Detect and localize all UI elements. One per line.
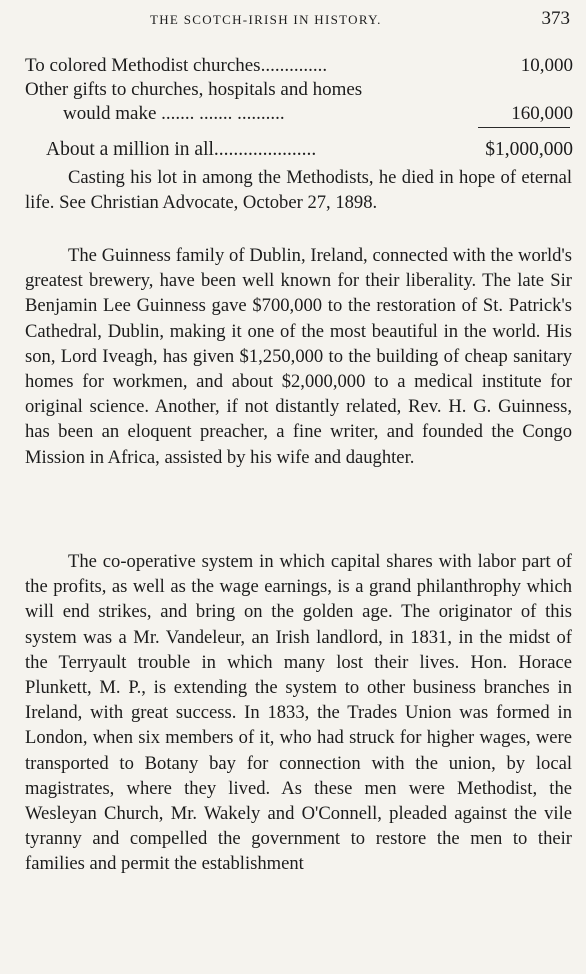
- ledger-label: To colored Methodist churches..............: [25, 55, 328, 76]
- total-label: About a million in all.....................: [46, 139, 317, 160]
- ledger-row: [25, 78, 573, 102]
- running-head: THE SCOTCH-IRISH IN HISTORY.: [150, 12, 382, 27]
- page-number: 373: [541, 8, 570, 29]
- ledger-total: [46, 137, 573, 163]
- ledger-amount: 160,000: [511, 103, 573, 124]
- ledger-row: [25, 102, 573, 126]
- paragraph: The co-operative system in which capital shares with labor part of the profits, as well as the wage earnings, is a grand philanthrophy which will end strikes, and bring on the golden age. The originator of this system was a Mr. Vandeleur, an Irish landlord, in 1831, in the midst of the Terryault trouble in which many lost their lives. Hon. Horace Plunkett, M. P., is extending the system to other business branches in Ireland, with great success. In 1833, the Trades Union was formed in London, when six members of it, who had struck for higher wages, were transported to Botany bay for connection with the union, by local magistrates, where they lived. As these men were Methodist, the Wesleyan Church, Mr. Wakely and O'Connell, pleaded against the vile tyranny and compelled the government to restore the men to their families and permit the establishment: [25, 551, 572, 875]
- paragraph: The Guinness family of Dublin, Ireland, connected with the world's greatest brewery, have been well known for their liberality. The late Sir Benjamin Lee Guinness gave $700,000 to the restoration of St. Patrick's Cathedral, Dublin, making it one of the most beautiful in the world. His son, Lord Iveagh, has given $1,250,000 to the building of cheap sanitary homes for workmen, and about $2,000,000 to a medical institute for original science. Another, if not distantly related, Rev. H. G. Guinness, has been an eloquent preacher, a fine writer, and founded the Congo Mission in Africa, assisted by his wife and daughter.: [25, 245, 572, 468]
- ledger-row: [25, 54, 573, 78]
- ledger-label: Other gifts to churches, hospitals and homes: [25, 79, 363, 100]
- page-header: [0, 8, 586, 34]
- total-amount: $1,000,000: [485, 139, 573, 160]
- ledger-label: would make ....... ....... ..........: [25, 103, 285, 124]
- sum-rule: [478, 127, 570, 128]
- paragraph: Casting his lot in among the Methodists, he died in hope of eternal life. See Christian Advocate, October 27, 1898.: [25, 167, 572, 214]
- donation-ledger: [25, 54, 573, 126]
- ledger-amount: 10,000: [520, 55, 573, 76]
